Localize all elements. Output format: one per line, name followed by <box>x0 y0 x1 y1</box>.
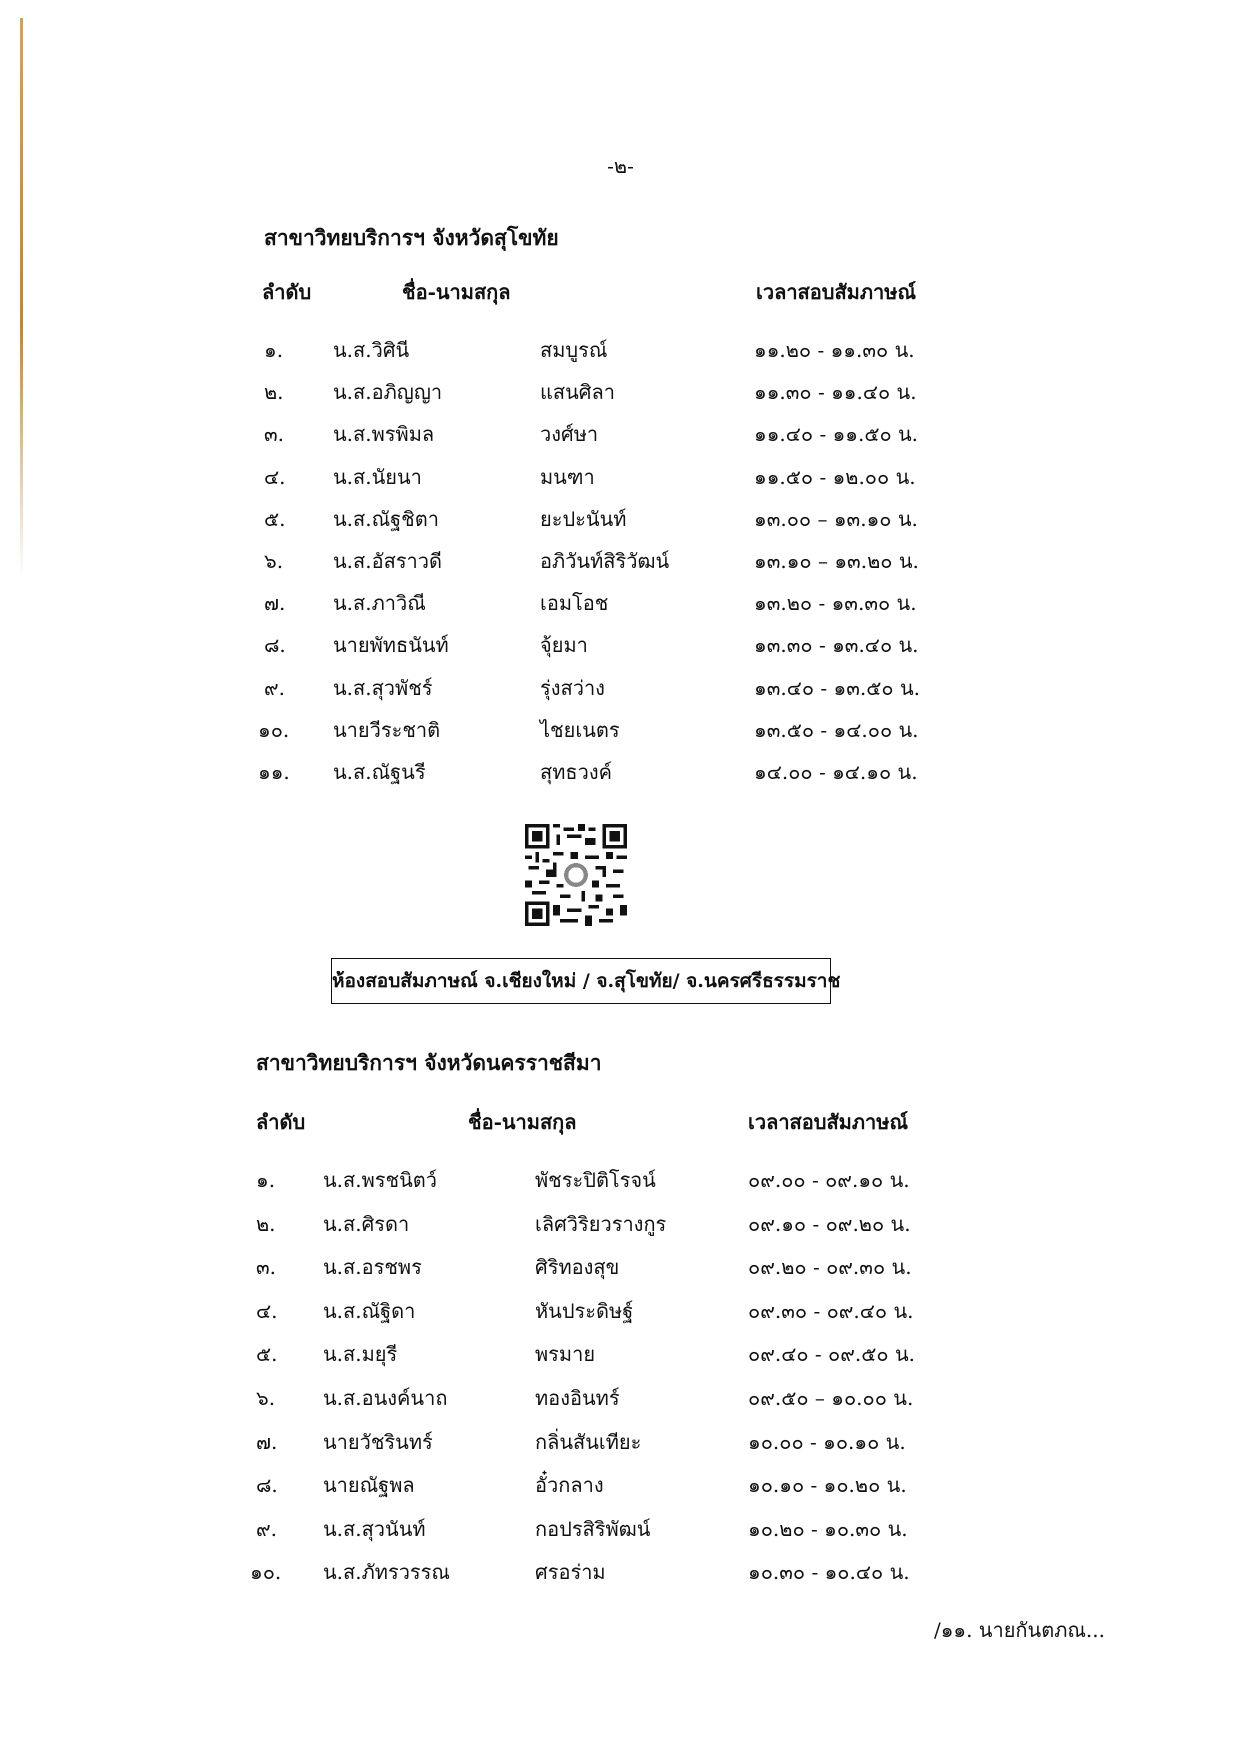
table-row <box>0 1556 1241 1600</box>
first-name: น.ส.พรชนิตว์ <box>323 1168 437 1192</box>
row-number: ๓. <box>264 422 285 447</box>
table-row <box>0 1513 1241 1557</box>
last-name: ทองอินทร์ <box>535 1385 620 1410</box>
row-number: ๑. <box>264 338 284 362</box>
interview-time: ๑๔.๐๐ - ๑๔.๑๐ น. <box>754 759 918 784</box>
first-name: น.ส.อัสราวดี <box>333 548 443 573</box>
last-name: แสนศิลา <box>540 380 615 405</box>
section-title: สาขาวิทยบริการฯ จังหวัดสุโขทัย <box>264 225 559 250</box>
interview-time: ๑๐.๑๐ - ๑๐.๒๐ น. <box>748 1473 907 1498</box>
first-name: น.ส.ณัฐชิตา <box>333 506 439 531</box>
table-row <box>0 545 1241 587</box>
first-name: น.ส.ณัฐิดา <box>323 1298 416 1323</box>
header-time: เวลาสอบสัมภาษณ์ <box>748 1110 909 1134</box>
interview-time: ๑๑.๓๐ - ๑๑.๔๐ น. <box>754 380 917 405</box>
row-number: ๕. <box>256 1342 278 1367</box>
last-name: ยะปะนันท์ <box>540 506 627 531</box>
first-name: น.ส.สุวนันท์ <box>323 1516 426 1541</box>
first-name: นายณัฐพล <box>323 1473 415 1498</box>
last-name: เลิศวิริยวรางกูร <box>535 1211 667 1236</box>
interview-time: ๑๑.๒๐ - ๑๑.๓๐ น. <box>754 338 915 362</box>
interview-time: ๑๑.๔๐ - ๑๑.๕๐ น. <box>754 422 919 447</box>
table-row <box>0 629 1241 671</box>
interview-time: ๑๓.๒๐ - ๑๓.๓๐ น. <box>754 591 917 616</box>
page-number: -๒- <box>607 154 634 178</box>
table-row <box>0 1164 1241 1208</box>
last-name: พรมาย <box>535 1342 596 1367</box>
row-number: ๘. <box>264 633 286 658</box>
interview-room-note: ห้องสอบสัมภาษณ์ จ.เชียงใหม่ / จ.สุโขทัย/ จ.นครศรีธรรมราช <box>331 958 831 1004</box>
first-name: น.ส.ภัทรวรรณ <box>323 1560 450 1585</box>
row-number: ๗. <box>264 591 286 616</box>
first-name: น.ส.พรพิมล <box>333 422 435 447</box>
table-row <box>0 1382 1241 1426</box>
last-name: เอมโอช <box>540 591 609 616</box>
interview-time: ๐๙.๔๐ - ๐๙.๕๐ น. <box>748 1342 915 1367</box>
header-name: ชื่อ-นามสกุล <box>468 1110 577 1134</box>
interview-time: ๐๙.๐๐ - ๐๙.๑๐ น. <box>748 1168 910 1192</box>
continuation-note: /๑๑. นายกันตภณ... <box>933 1618 1105 1642</box>
table-row <box>0 1251 1241 1295</box>
first-name: น.ส.นัยนา <box>333 464 422 489</box>
first-name: น.ส.สุวพัชร์ <box>333 675 433 700</box>
interview-time: ๐๙.๒๐ - ๐๙.๓๐ น. <box>748 1255 912 1280</box>
schedule-table <box>0 334 1241 798</box>
last-name: หันประดิษฐ์ <box>535 1298 634 1323</box>
last-name: สุทธวงค์ <box>540 759 612 784</box>
row-number: ๓. <box>256 1255 277 1280</box>
table-row <box>0 1295 1241 1339</box>
interview-time: ๑๐.๒๐ - ๑๐.๓๐ น. <box>748 1516 908 1541</box>
row-number: ๑. <box>256 1168 276 1192</box>
header-order: ลำดับ <box>262 280 312 304</box>
header-time: เวลาสอบสัมภาษณ์ <box>756 280 917 304</box>
interview-time: ๑๓.๔๐ - ๑๓.๕๐ น. <box>754 675 920 700</box>
row-number: ๖. <box>256 1385 276 1410</box>
interview-time: ๑๐.๓๐ - ๑๐.๔๐ น. <box>748 1560 910 1585</box>
interview-time: ๐๙.๑๐ - ๐๙.๒๐ น. <box>748 1211 911 1236</box>
row-number: ๕. <box>264 506 286 531</box>
row-number: ๑๐. <box>258 717 290 742</box>
table-row <box>0 461 1241 503</box>
last-name: ศรอร่าม <box>535 1560 606 1585</box>
section-title: สาขาวิทยบริการฯ จังหวัดนครราชสีมา <box>256 1050 602 1075</box>
first-name: น.ส.อรชพร <box>323 1255 422 1280</box>
table-row <box>0 587 1241 629</box>
last-name: อั๋วกลาง <box>535 1473 604 1498</box>
last-name: ไชยเนตร <box>540 717 620 742</box>
table-row <box>0 334 1241 376</box>
interview-time: ๑๓.๕๐ - ๑๔.๐๐ น. <box>754 717 919 742</box>
table-row <box>0 1426 1241 1470</box>
header-order: ลำดับ <box>256 1110 306 1134</box>
row-number: ๙. <box>256 1516 278 1541</box>
row-number: ๔. <box>264 464 286 489</box>
table-row <box>0 1469 1241 1513</box>
header-name: ชื่อ-นามสกุล <box>402 280 511 304</box>
table-header <box>0 1106 1241 1136</box>
table-row <box>0 503 1241 545</box>
table-row <box>0 1208 1241 1252</box>
row-number: ๒. <box>264 380 284 405</box>
table-row <box>0 376 1241 418</box>
first-name: น.ส.อภิญญา <box>333 380 443 405</box>
last-name: กอปรสิริพัฒน์ <box>535 1516 651 1541</box>
first-name: นายพัทธนันท์ <box>333 633 449 658</box>
last-name: พัชระปิติโรจน์ <box>535 1168 656 1192</box>
row-number: ๒. <box>256 1211 276 1236</box>
interview-time: ๑๓.๑๐ – ๑๓.๒๐ น. <box>754 548 919 573</box>
first-name: น.ส.ศิรดา <box>323 1211 410 1236</box>
last-name: อภิวันท์สิริวัฒน์ <box>540 548 670 573</box>
interview-time: ๑๐.๐๐ - ๑๐.๑๐ น. <box>748 1429 906 1454</box>
row-number: ๘. <box>256 1473 278 1498</box>
first-name: น.ส.วิศินี <box>333 338 410 362</box>
last-name: รุ่งสว่าง <box>540 675 605 700</box>
interview-time: ๐๙.๓๐ - ๐๙.๔๐ น. <box>748 1298 914 1323</box>
row-number: ๔. <box>256 1298 278 1323</box>
table-row <box>0 1338 1241 1382</box>
last-name: มนฑา <box>540 464 595 489</box>
last-name: ศิริทองสุข <box>535 1255 620 1280</box>
last-name: จุ้ยมา <box>540 633 588 658</box>
first-name: นายวีระชาติ <box>333 717 441 742</box>
first-name: น.ส.อนงค์นาถ <box>323 1385 448 1410</box>
schedule-table <box>0 1164 1241 1600</box>
row-number: ๑๑. <box>258 759 290 784</box>
first-name: นายวัชรินทร์ <box>323 1429 433 1454</box>
table-row <box>0 756 1241 798</box>
last-name: กลิ่นสันเทียะ <box>535 1429 642 1454</box>
row-number: ๖. <box>264 548 284 573</box>
table-row <box>0 418 1241 460</box>
row-number: ๗. <box>256 1429 278 1454</box>
interview-time: ๑๑.๕๐ - ๑๒.๐๐ น. <box>754 464 916 489</box>
qr-code-icon[interactable] <box>525 823 627 927</box>
interview-time: ๑๓.๓๐ - ๑๓.๔๐ น. <box>754 633 919 658</box>
table-row <box>0 672 1241 714</box>
table-header <box>0 276 1241 306</box>
table-row <box>0 714 1241 756</box>
last-name: วงศ์ษา <box>540 422 599 447</box>
interview-time: ๐๙.๕๐ – ๑๐.๐๐ น. <box>748 1385 914 1410</box>
first-name: น.ส.มยุรี <box>323 1342 398 1367</box>
interview-time: ๑๓.๐๐ – ๑๓.๑๐ น. <box>754 506 918 531</box>
last-name: สมบูรณ์ <box>540 338 608 362</box>
first-name: น.ส.ภาวิณี <box>333 591 426 616</box>
row-number: ๙. <box>264 675 286 700</box>
row-number: ๑๐. <box>250 1560 282 1585</box>
first-name: น.ส.ณัฐนรี <box>333 759 426 784</box>
